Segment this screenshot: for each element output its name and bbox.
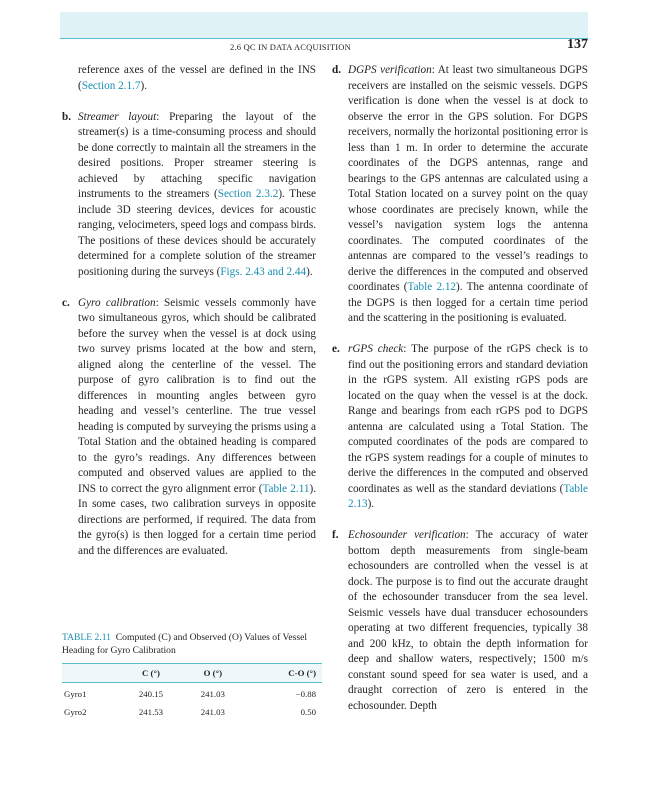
list-item-f — [332, 528, 588, 714]
paragraph-a-continuation — [62, 63, 316, 94]
table-cell: Gyro1 — [64, 689, 87, 699]
table-cell: Gyro2 — [64, 707, 87, 717]
page-number: 137 — [567, 37, 588, 52]
table-2-11 — [62, 632, 330, 719]
table-label: TABLE 2.11 — [62, 632, 111, 643]
item-title: DGPS verification — [348, 64, 432, 76]
paragraph-text: : At least two simultaneous DGPS receivers are installed on the seismic vessels. DGPS verification is done when the vessel is at dock to observe the error in the GPS solution. For DGPS receivers, normally the horizontal positioning error is less than 1 m. In order to determine the accurate coordinates of the DGPS antennas, range and bearings to the GPS antennas are calculated using a Total Station located on a survey point on the quay whose coordinates are precisely known, while the vessel’s navigation system logs the antenna coordinates. The computed coordinates of the antennas are compared to the vessel’s readings to derive the differences in the computed and observed coordinates ( — [348, 64, 588, 293]
paragraph-text: ). — [306, 265, 313, 278]
table-link[interactable]: Table 2.13 — [348, 482, 588, 510]
paragraph-text: : Seismic vessels commonly have two simultaneous gyros, which should be calibrated before the survey when the vessel is at dock using two survey prisms located at the bow and stern, aligned along the centerline of the vessel. The purpose of gyro calibration is to find out the differences in mounting angles between gyro heading and vessel’s centerline. The true vessel heading is computed by surveying the prisms using a Total Station and the obtained heading is compared to the gyro’s readings. Any differences between computed and observed values are applied to the INS to correct the gyro alignment error ( — [78, 296, 316, 495]
paragraph-text: ). The antenna coordinate of the DGPS is then logged for a certain time period and the scattering in the positioning is evaluated. — [348, 281, 588, 324]
data-table — [62, 663, 322, 719]
table-row — [62, 683, 322, 702]
paragraph-text: ). — [367, 498, 375, 510]
table-cell: 240.15 — [138, 689, 164, 699]
item-title: rGPS check — [348, 343, 404, 355]
paragraph-text: : The purpose of the rGPS check is to find out the positioning errors and standard deviation in the rGPS system. All existing rGPS pods are located on the quay when the vessel is at the dock. Range and bearings from each rGPS pod to DGPS antenna are calculated using a Total Station. The computed coordinates of the pods are compared to the rGPS system readings for a couple of minutes to derive the differences in the computed and observed coordinates as well as the standard deviations ( — [348, 343, 588, 495]
right-column — [332, 63, 588, 714]
table-caption — [62, 632, 330, 657]
table-caption-text: Computed (C) and Observed (O) Values of Vessel Heading for Gyro Calibration — [62, 632, 307, 656]
item-marker: e. — [332, 343, 340, 355]
table-header-row — [62, 664, 322, 683]
table-link[interactable]: Table 2.11 — [262, 482, 310, 495]
section-link[interactable]: Section 2.3.2 — [217, 188, 279, 200]
table-cell: −0.88 — [295, 689, 316, 699]
item-title: Echosounder verification — [348, 529, 466, 541]
item-marker: f. — [332, 529, 339, 541]
table-cell: 241.53 — [138, 707, 164, 717]
paragraph-text: : Preparing the layout of the streamer(s) is a time-consuming process and should be done correctly to maintain all the streamers in the desired positions. Proper streamer steering is achieved by attaching specific navigation instruments to the streamers ( — [78, 110, 316, 200]
item-marker: d. — [332, 64, 342, 76]
item-title: Streamer layout — [78, 110, 157, 123]
item-marker: c. — [62, 296, 70, 309]
paragraph-text: ). These include 3D steering devices, devices for acoustic ranging, velocimeters, speed logs and compass birds. The positions of these devices should be accurately determined for a complete solution of the streamer positioning during the surveys ( — [78, 188, 316, 278]
running-head: 2.6 QC IN DATA ACQUISITION — [230, 42, 351, 52]
header-band — [60, 12, 588, 39]
table-cell: 241.03 — [200, 707, 225, 717]
table-cell: 241.03 — [200, 689, 225, 699]
table-row — [62, 701, 322, 719]
column-header: O (°) — [203, 668, 223, 678]
list-item-e — [332, 342, 588, 513]
figure-link[interactable]: Figs. 2.43 and 2.44 — [220, 265, 307, 278]
paragraph-text: : The accuracy of water bottom depth measurements from single-beam echosounders are controlled when the vessel is at dock. The purpose is to find out the accurate draught of the echosounder transducer from the sea level. Seismic vessels have dual transducer echosounders operating at two different frequencies, typically 38 and 200 kHz, to obtain the depth information for deep and shallow waters, respectively; 1500 m/s constant sound speed for sea water is used, and a draught correction of zero is entered in the echosounder. Depth — [348, 529, 589, 712]
list-item-b — [62, 110, 316, 281]
table-link[interactable]: Table 2.12 — [407, 281, 457, 293]
column-header — [62, 664, 120, 683]
paragraph-text: ). — [140, 79, 147, 92]
column-header: C (°) — [142, 668, 160, 678]
paragraph-text: reference axes of the vessel are defined in the INS ( — [78, 64, 316, 92]
section-link[interactable]: Section 2.1.7 — [81, 79, 141, 92]
item-title: Gyro calibration — [78, 296, 156, 309]
paragraph-text: ). In some cases, two calibration surveys in opposite directions are performed, if required. The data from the gyro(s) is then logged for a certain time period and the differences are evaluated. — [78, 482, 316, 557]
item-marker: b. — [62, 110, 72, 123]
list-item-d — [332, 63, 588, 327]
list-item-c — [62, 296, 316, 560]
table-cell: 0.50 — [300, 707, 316, 717]
left-column — [62, 63, 316, 559]
column-header: C-O (°) — [288, 668, 316, 678]
